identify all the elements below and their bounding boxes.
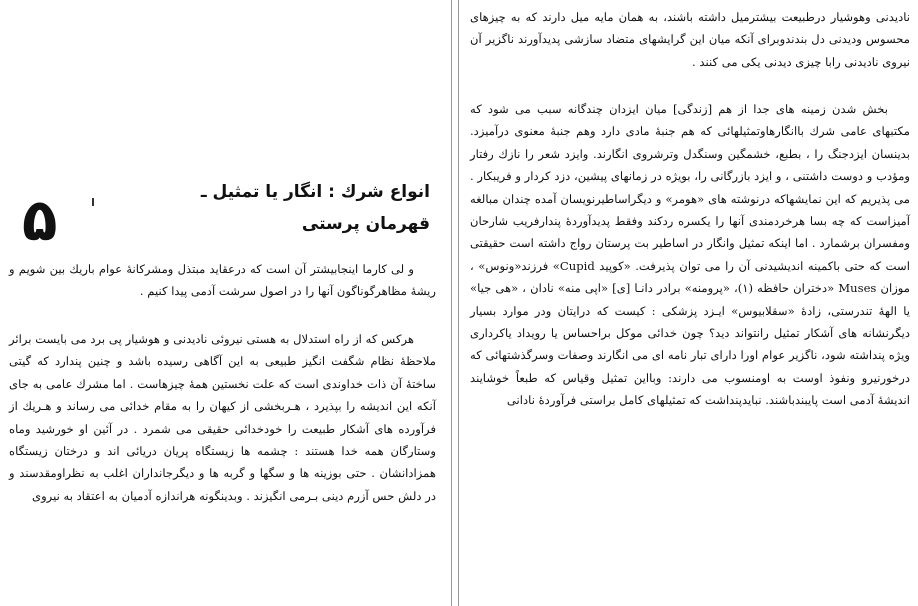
stray-mark (92, 198, 94, 206)
chapter-title-line-1: انواع شرك : انگار یا تمثیل ـ (200, 182, 430, 202)
paragraph: هرکس که از راه استدلال به هستی نیروئی نادیدنی و هوشیار پی برد می بایست برائر ملاحظهٔ نظام شگفت انگیز طبیعی به این آگاهی رسیده باشد و چنین پندارد که گیتی ساختهٔ آن ذات خداوندی است که علت نخستین همهٔ چیزهاست . اما مشرك عامی به جای آنکه این اندیشه را بپذیرد ، هـربخشی از کیهان را به مقام خدائی می رساند و هـریك از فرآورده های آشکار طبیعت را خودخدائی حقیقی می شمرد . در آئین او خورشید وماه وستارگان همه خدا هستند : چشمه ها زیستگاه پریان دریائی اند و درختان زیستگاه همزادانشان . حتی بوزینه ها و سگها و گربه ها و دیگرجانداران اغلب به نظراومقدسند و در دلش حس آزرم دینی بـرمی انگیزند . وبدینگونه هراندازه آدمیان به اعتقاد به نیروی (9, 332, 436, 503)
paragraph: بخش شدن زمینه های جدا از هم [زندگی] میان ایزدان چندگانه سبب می شود که مکتبهای عامی شرك باانگارهاوتمثیلهائی که هم جنبهٔ مادی دارد وهم جنبهٔ معنوی درآمیزد. بدینسان ایزدجنگ را ، بطبع، خشمگین وسنگدل وترشروی انگارند. وایزد شعر را نازك رفتار ومؤدب و دوست داشتنی ، و ایزد بازرگانی را، بویژه در زمانهای پیشین، دزد کردار و فریبکار . می پذیریم که این نمایشهاکه درنوشته های «هومر» و دیگراساطیرنویسان آمده چندان مبالغه آمیزاست که چه بسا هرخردمندی آنها را یکسره ردکند وفقط پدیدآوردهٔ پندارفریب شارحان ومفسران برشمارد . اما اینکه تمثیل وانگار در اساطیر بت پرستان رواج داشته است حقیقتی است که حتی باکمینه اندیشیدنی آن را می توان پذیرفت. «کوپید Cupid» فرزند«ونوس» ، موزان Muses «دختران حافظه (۱)، «پرومنه» برادر دانـا [ی] «اپی منه» نادان ، «هی جیا» یا الههٔ تندرستی، زادهٔ «سقلابیوس» ایـزد پزشکی : کیست که درایتان ودر موارد بسیار دیگرنشانه های آشکار تمثیل رانتواند دید؟ چون خدائی موکل براحساس یا رویداد یاکرداری ویژه پنداشته شود، ناگزیر عوام اورا دارای تبار نامه ای می انگارند وصفات وسرگذشتهائی که درخورنیرو ونفوذ اوست به اومنسوب می دارند: وبااین تمثیل وقیاس که طبعاً خوشایند اندیشهٔ آدمی است پایبندباشند. نبایدپنداشت که تمثیلهای کامل براستی فرآوردهٔ نادانی (470, 102, 910, 408)
chapter-number: ۵ (22, 186, 58, 254)
page-divider (451, 0, 452, 606)
paragraph: و لی کارما اینجابیشتر آن است که درعقاید مبتذل ومشرکانهٔ عوام باریك بین شویم و ریشهٔ مظاهرگوناگون آنها را در اصول سرشت آدمی پیدا کنیم . (9, 262, 436, 299)
left-page (0, 0, 445, 606)
page-divider (458, 0, 459, 606)
right-page (462, 0, 918, 606)
paragraph: نادیدنی وهوشیار درطبیعت بیشترمیل داشته باشند، به همان مایه میل دارند که به چیزهای محسوس ودیدنی دل بندندوبرای آنکه میان این گرایشهای متضاد سازشی پدیدآورند ناگزیر آن نیروی نادیدنی رابا چیزی دیدنی یکی می کنند . (470, 10, 910, 69)
chapter-title-line-2: قهرمان پرستی (301, 214, 430, 234)
